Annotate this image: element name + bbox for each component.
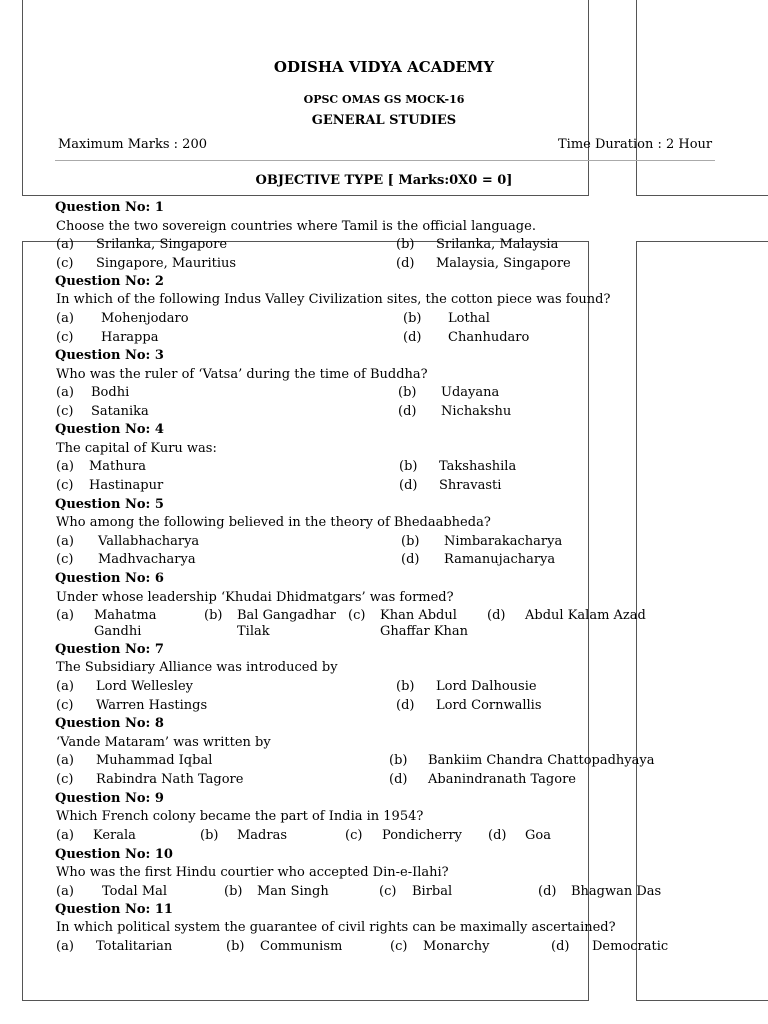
option-text: Nimbarakacharya: [444, 534, 563, 549]
question-label: Question No: 7: [55, 642, 164, 657]
option-text: Muhammad Iqbal: [96, 753, 213, 768]
option-text: Hastinapur: [89, 478, 164, 493]
max-marks: Maximum Marks : 200: [58, 137, 207, 152]
header-rule: [55, 160, 715, 161]
time-duration: Time Duration : 2 Hour: [558, 137, 713, 152]
option-text: Singapore, Mauritius: [96, 256, 237, 271]
option-key: (c): [56, 404, 74, 419]
option-key: (a): [56, 237, 74, 252]
option-text: Man Singh: [257, 884, 329, 899]
option-text: Madras: [237, 828, 288, 843]
option-key: (c): [56, 552, 74, 567]
option-key: (b): [403, 311, 422, 326]
option-key: (d): [487, 608, 506, 623]
question-text: Which French colony became the part of India in 1954?: [56, 809, 424, 824]
question-label: Question No: 5: [55, 497, 164, 512]
question-text: ‘Vande Mataram’ was written by: [56, 735, 271, 750]
option-text: Malaysia, Singapore: [436, 256, 571, 271]
option-text: Democratic: [592, 939, 669, 954]
option-text: Srilanka, Malaysia: [436, 237, 559, 252]
option-text: Birbal: [412, 884, 453, 899]
subject-title: GENERAL STUDIES: [311, 113, 457, 128]
option-text: Monarchy: [423, 939, 490, 954]
option-key: (d): [398, 404, 417, 419]
option-key: (d): [551, 939, 570, 954]
option-key: (a): [56, 939, 74, 954]
option-text: Chanhudaro: [448, 330, 530, 345]
option-text: Pondicherry: [382, 828, 463, 843]
option-key: (a): [56, 884, 74, 899]
option-text: Goa: [525, 828, 551, 843]
option-text: Srilanka, Singapore: [96, 237, 228, 252]
option-text: Lord Cornwallis: [436, 698, 542, 713]
option-text: Shravasti: [439, 478, 502, 493]
option-key: (b): [396, 679, 415, 694]
question-text: Choose the two sovereign countries where Tamil is the official language.: [56, 219, 536, 234]
question-label: Question No: 10: [55, 847, 173, 862]
option-text: Lord Dalhousie: [436, 679, 537, 694]
option-key: (b): [399, 459, 418, 474]
option-text: Satanika: [91, 404, 149, 419]
option-key: (a): [56, 534, 74, 549]
question-text: In which political system the guarantee of civil rights can be maximally ascertained?: [56, 920, 616, 935]
option-text: Vallabhacharya: [98, 534, 200, 549]
option-key: (a): [56, 753, 74, 768]
question-label: Question No: 11: [55, 902, 173, 917]
question-text: The Subsidiary Alliance was introduced by: [56, 660, 338, 675]
option-text: Mohenjodaro: [101, 311, 189, 326]
option-text: Abdul Kalam Azad: [525, 608, 646, 623]
option-text-line2: Ghaffar Khan: [380, 624, 469, 639]
exam-code: OPSC OMAS GS MOCK-16: [303, 93, 465, 106]
option-text: Mahatma: [94, 608, 157, 623]
question-label: Question No: 4: [55, 422, 164, 437]
question-label: Question No: 9: [55, 791, 164, 806]
option-key: (d): [403, 330, 422, 345]
option-key: (b): [389, 753, 408, 768]
option-key: (a): [56, 828, 74, 843]
option-text: Abanindranath Tagore: [428, 772, 576, 787]
option-text: Takshashila: [439, 459, 517, 474]
option-key: (c): [345, 828, 363, 843]
option-key: (c): [390, 939, 408, 954]
option-key: (b): [200, 828, 219, 843]
option-key: (c): [56, 478, 74, 493]
option-text-line2: Tilak: [237, 624, 270, 639]
question-text: Who was the ruler of ‘Vatsa’ during the time of Buddha?: [56, 367, 428, 382]
option-key: (c): [56, 256, 74, 271]
option-text: Udayana: [441, 385, 500, 400]
option-text: Mathura: [89, 459, 146, 474]
option-key: (b): [204, 608, 223, 623]
option-text: Bodhi: [91, 385, 130, 400]
option-text: Nichakshu: [441, 404, 512, 419]
academy-title: ODISHA VIDYA ACADEMY: [273, 58, 495, 76]
option-text: Khan Abdul: [380, 608, 457, 623]
option-key: (b): [226, 939, 245, 954]
option-key: (d): [399, 478, 418, 493]
option-text: Bankiim Chandra Chattopadhyaya: [428, 753, 655, 768]
option-text: Lothal: [448, 311, 490, 326]
option-text: Rabindra Nath Tagore: [96, 772, 244, 787]
option-key: (d): [389, 772, 408, 787]
option-key: (c): [379, 884, 397, 899]
option-text: Kerala: [93, 828, 136, 843]
question-label: Question No: 1: [55, 200, 164, 215]
option-key: (d): [488, 828, 507, 843]
option-key: (d): [401, 552, 420, 567]
option-key: (c): [56, 772, 74, 787]
question-text: Under whose leadership ‘Khudai Dhidmatgars’ was formed?: [56, 590, 454, 605]
option-key: (d): [538, 884, 557, 899]
option-text: Ramanujacharya: [444, 552, 556, 567]
question-text: Who was the first Hindu courtier who accepted Din-e-Ilahi?: [56, 865, 449, 880]
option-key: (a): [56, 459, 74, 474]
option-key: (b): [401, 534, 420, 549]
option-text: Todal Mal: [102, 884, 168, 899]
option-text: Bhagwan Das: [571, 884, 662, 899]
option-text: Totalitarian: [96, 939, 173, 954]
option-key: (a): [56, 679, 74, 694]
option-text: Warren Hastings: [96, 698, 208, 713]
question-text: In which of the following Indus Valley Civilization sites, the cotton piece was found?: [56, 292, 611, 307]
option-text: Communism: [260, 939, 343, 954]
option-text: Bal Gangadhar: [237, 608, 336, 623]
question-text: The capital of Kuru was:: [56, 441, 217, 456]
option-text: Madhvacharya: [98, 552, 196, 567]
option-key: (a): [56, 311, 74, 326]
option-key: (a): [56, 385, 74, 400]
option-text: Lord Wellesley: [96, 679, 193, 694]
option-key: (c): [56, 330, 74, 345]
question-text: Who among the following believed in the theory of Bhedaabheda?: [56, 515, 491, 530]
section-heading: OBJECTIVE TYPE [ Marks:0X0 = 0]: [255, 173, 513, 188]
option-text-line2: Gandhi: [94, 624, 142, 639]
question-label: Question No: 6: [55, 571, 164, 586]
option-key: (d): [396, 698, 415, 713]
option-key: (b): [396, 237, 415, 252]
option-key: (b): [224, 884, 243, 899]
option-key: (a): [56, 608, 74, 623]
option-key: (b): [398, 385, 417, 400]
option-key: (d): [396, 256, 415, 271]
option-text: Harappa: [101, 330, 159, 345]
option-key: (c): [348, 608, 366, 623]
question-label: Question No: 2: [55, 274, 164, 289]
option-key: (c): [56, 698, 74, 713]
question-label: Question No: 8: [55, 716, 164, 731]
question-label: Question No: 3: [55, 348, 164, 363]
